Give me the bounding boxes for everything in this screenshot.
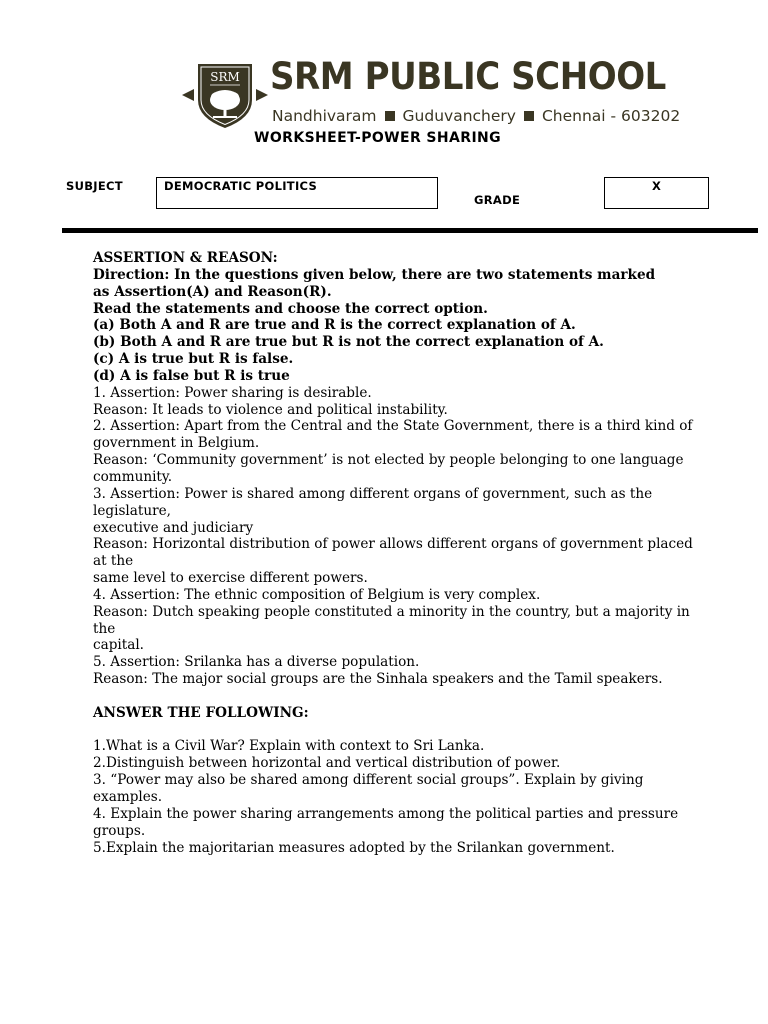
reason-line: Reason: It leads to violence and political instability. — [93, 401, 448, 418]
assertion-line: government in Belgium. — [93, 435, 260, 452]
assertion-line: 2. Assertion: Apart from the Central and the State Government, there is a third kind of — [93, 418, 693, 435]
direction-line: Direction: In the questions given below, there are two statements marked — [93, 266, 656, 283]
worksheet-title: WORKSHEET-POWER SHARING — [254, 130, 502, 146]
question-line: 5.Explain the majoritarian measures adopted by the Srilankan government. — [93, 839, 615, 856]
reason-line: Reason: The major social groups are the Sinhala speakers and the Tamil speakers. — [93, 671, 663, 688]
subject-value: DEMOCRATIC POLITICS — [164, 179, 318, 193]
reason-line: Reason: ‘Community government’ is not elected by people belonging to one language — [93, 452, 684, 469]
option-line: (a) Both A and R are true and R is the correct explanation of A. — [93, 317, 576, 334]
spacer — [93, 688, 693, 705]
option-line: (d) A is false but R is true — [93, 367, 290, 384]
square-bullet-icon — [524, 111, 534, 121]
subject-label: SUBJECT — [66, 179, 123, 193]
assertion-line: 5. Assertion: Srilanka has a diverse population. — [93, 654, 420, 671]
address-part: Chennai - 603202 — [541, 107, 681, 125]
reason-line: community. — [93, 468, 173, 485]
question-line: 3. “Power may also be shared among different social groups”. Explain by giving examples. — [93, 772, 644, 805]
reason-line: Reason: Horizontal distribution of power allows different organs of government placed at the — [93, 536, 693, 570]
question-line: 2.Distinguish between horizontal and vertical distribution of power. — [93, 755, 561, 772]
school-address — [272, 107, 680, 125]
assertion-line: 3. Assertion: Power is shared among different organs of government, such as the legislature, — [93, 485, 653, 519]
crest-text: SRM — [210, 70, 240, 84]
grade-box — [604, 177, 709, 209]
reason-line: Reason: Dutch speaking people constituted a minority in the country, but a majority in the — [93, 603, 690, 637]
question-line: 1.What is a Civil War? Explain with context to Sri Lanka. — [93, 738, 485, 755]
grade-value: X — [652, 179, 662, 193]
option-line: (c) A is true but R is false. — [93, 351, 294, 368]
option-line: (b) Both A and R are true but R is not the correct explanation of A. — [93, 334, 604, 351]
school-name: SRM PUBLIC SCHOOL — [270, 55, 666, 98]
assertion-line: 1. Assertion: Power sharing is desirable. — [93, 384, 372, 401]
spacer — [93, 722, 693, 739]
assertion-line: executive and judiciary — [93, 519, 254, 536]
school-banner — [180, 57, 685, 133]
square-bullet-icon — [385, 111, 395, 121]
assertion-heading: ASSERTION & REASON: — [93, 250, 278, 266]
school-crest-logo — [180, 60, 270, 130]
direction-line: as Assertion(A) and Reason(R). — [93, 283, 332, 300]
direction-line: Read the statements and choose the correct option. — [93, 300, 488, 317]
reason-line: capital. — [93, 637, 145, 654]
question-line: 4. Explain the power sharing arrangements among the political parties and pressure groups. — [93, 805, 679, 839]
assertion-line: 4. Assertion: The ethnic composition of Belgium is very complex. — [93, 586, 541, 603]
address-part: Nandhivaram — [272, 107, 377, 125]
reason-line: same level to exercise different powers. — [93, 570, 368, 587]
subject-box — [156, 177, 438, 209]
horizontal-divider — [62, 228, 758, 233]
worksheet-content — [93, 250, 693, 856]
answer-heading: ANSWER THE FOLLOWING: — [93, 704, 309, 721]
address-part: Guduvanchery — [402, 107, 516, 125]
grade-label: GRADE — [474, 193, 521, 207]
